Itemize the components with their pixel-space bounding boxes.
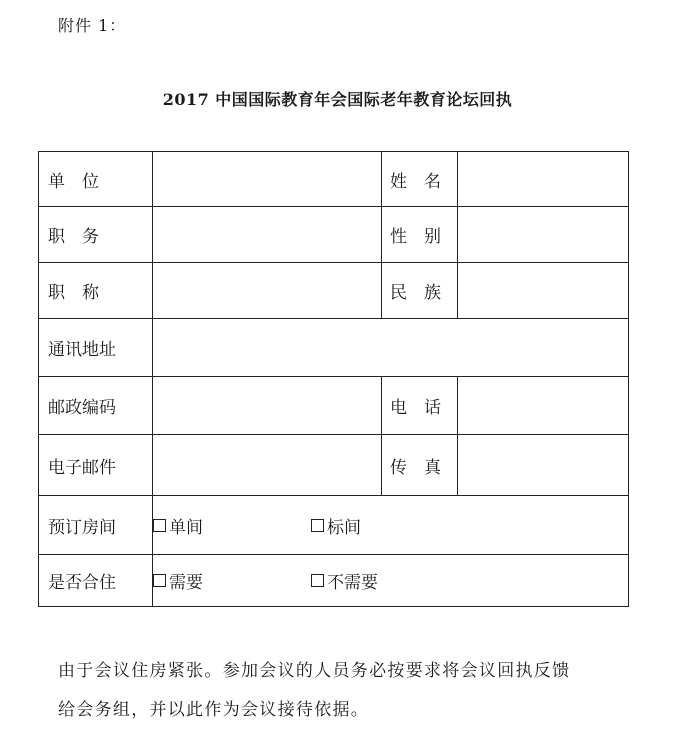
need-share-option[interactable] <box>153 568 311 593</box>
position-value-cell[interactable] <box>153 207 382 263</box>
need-share-label: 需要 <box>169 573 203 593</box>
postcode-label: 邮政编码 <box>39 377 153 435</box>
postcode-value-cell[interactable] <box>153 377 382 435</box>
no-share-option[interactable] <box>311 568 378 593</box>
standard-room-label: 标间 <box>327 517 361 538</box>
room-options-cell <box>153 496 629 555</box>
ethnicity-value-cell[interactable] <box>458 263 629 319</box>
address-label: 通讯地址 <box>39 319 153 377</box>
room-share-label: 是否合住 <box>39 555 153 607</box>
checkbox-icon[interactable] <box>153 519 166 532</box>
title-label: 职 称 <box>39 263 153 319</box>
table-row <box>39 496 629 555</box>
fax-value-cell[interactable] <box>458 435 629 496</box>
email-label: 电子邮件 <box>39 435 153 496</box>
checkbox-icon[interactable] <box>311 574 324 587</box>
table-row <box>39 377 629 435</box>
fax-label: 传 真 <box>382 435 458 496</box>
table-row <box>39 435 629 496</box>
note-line-1: 由于会议住房紧张。参加会议的人员务必按要求将会议回执反馈 <box>58 661 571 681</box>
email-value-cell[interactable] <box>153 435 382 496</box>
note-line-2: 给会务组，并以此作为会议接待依据。 <box>58 700 370 720</box>
address-value-cell[interactable] <box>153 319 629 377</box>
table-row <box>39 263 629 319</box>
no-share-label: 不需要 <box>327 573 378 593</box>
room-booking-label: 预订房间 <box>39 496 153 555</box>
form-title: 2017 中国国际教育年会国际老年教育论坛回执 <box>162 90 513 109</box>
registration-form-table <box>38 151 629 607</box>
share-options-cell <box>153 555 629 607</box>
position-label: 职 务 <box>39 207 153 263</box>
table-row <box>39 319 629 377</box>
single-room-label: 单间 <box>169 517 203 538</box>
table-row <box>39 207 629 263</box>
ethnicity-label: 民 族 <box>382 263 458 319</box>
table-row <box>39 152 629 207</box>
phone-value-cell[interactable] <box>458 377 629 435</box>
checkbox-icon[interactable] <box>311 519 324 532</box>
note-paragraph <box>58 652 648 730</box>
gender-value-cell[interactable] <box>458 207 629 263</box>
attachment-label: 附件 1： <box>58 16 127 35</box>
title-value-cell[interactable] <box>153 263 382 319</box>
single-room-option[interactable] <box>153 513 311 538</box>
standard-room-option[interactable] <box>311 513 361 538</box>
unit-value-cell[interactable] <box>153 152 382 207</box>
name-label: 姓 名 <box>382 152 458 207</box>
name-value-cell[interactable] <box>458 152 629 207</box>
unit-label: 单 位 <box>39 152 153 207</box>
gender-label: 性 别 <box>382 207 458 263</box>
phone-label: 电 话 <box>382 377 458 435</box>
checkbox-icon[interactable] <box>153 574 166 587</box>
table-row <box>39 555 629 607</box>
